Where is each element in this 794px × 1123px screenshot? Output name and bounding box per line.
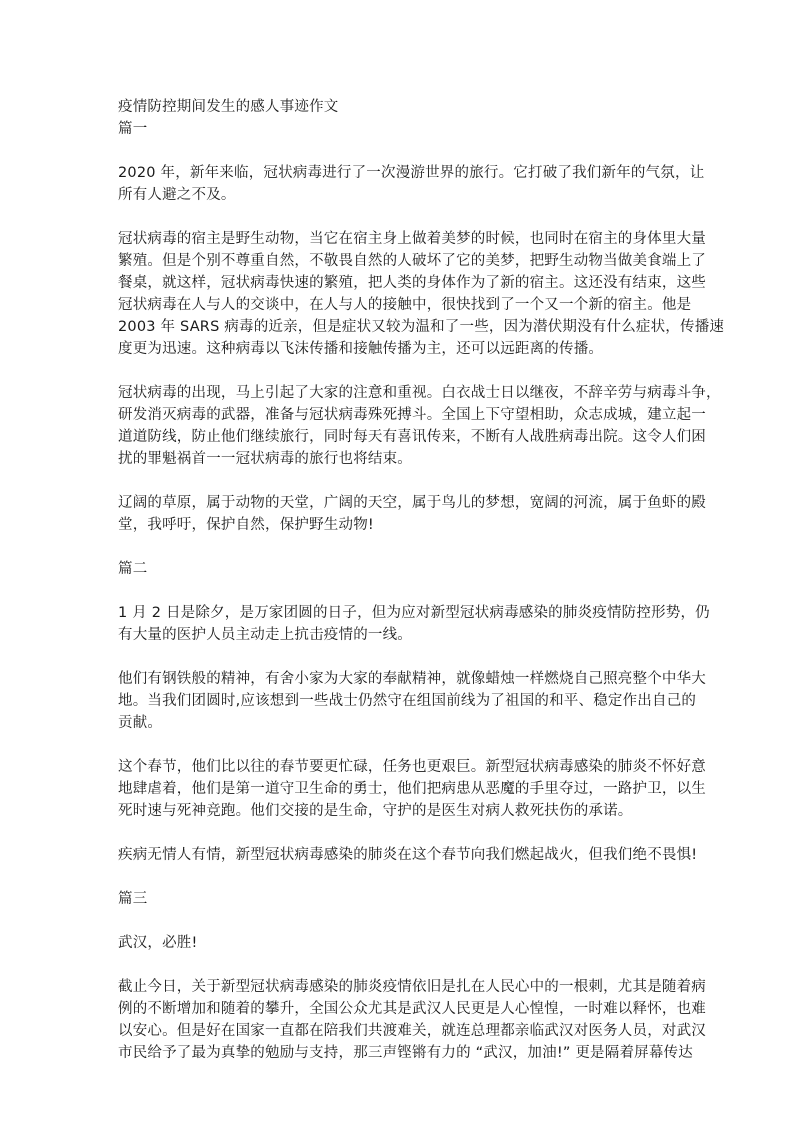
paragraph [118, 492, 706, 536]
section-heading-block [118, 558, 680, 580]
document-header [118, 96, 680, 140]
paragraph [118, 932, 680, 954]
section-heading-3: 篇三 [118, 891, 148, 907]
paragraph [118, 844, 698, 866]
paragraph [118, 976, 706, 1064]
paragraph-line: 贡献。 [118, 715, 163, 731]
paragraph-line: 冠状病毒的宿主是野生动物，当它在宿主身上做着美梦的时候，也同时在宿主的身体里大量 [118, 231, 706, 247]
paragraph-line: 扰的罪魁祸首一一冠状病毒的旅行也将结束。 [118, 451, 412, 467]
paragraph-line: 有大量的医护人员主动走上抗击疫情的一线。 [118, 627, 412, 643]
paragraph-line: 辽阔的草原，属于动物的天堂，广阔的天空，属于鸟儿的梦想，宽阔的河流，属于鱼虾的殿 [118, 495, 706, 511]
paragraph-line: 研发消灭病毒的武器，准备与冠状病毒殊死搏斗。全国上下守望相助，众志成城，建立起一 [118, 407, 706, 423]
paragraph-line: 所有人避之不及。 [118, 187, 236, 203]
paragraph-line: 疾病无情人有情，新型冠状病毒感染的肺炎在这个春节向我们燃起战火，但我们绝不畏惧! [118, 847, 698, 863]
paragraph-line: 繁殖。但是个别不尊重自然，不敬畏自然的人破坏了它的美梦，把野生动物当做美食端上了 [118, 253, 706, 269]
paragraph-line: 市民给予了最为真挚的勉励与支持，那三声铿锵有力的 “武汉，加油!” 更是隔着屏幕传达 [118, 1045, 693, 1061]
paragraph-line: 例的不断增加和随着的攀升，全国公众尤其是武汉人民更是人心惶惶，一时难以释怀，也难 [118, 1001, 706, 1017]
paragraph-line: 2003 年 SARS 病毒的近亲，但是症状又较为温和了一些，因为潜伏期没有什么症状，传播速 [118, 319, 725, 335]
section-heading-block [118, 888, 680, 910]
document-title: 疫情防控期间发生的感人事迹作文 [118, 99, 339, 115]
paragraph-line: 这个春节，他们比以往的春节要更忙碌，任务也更艰巨。新型冠状病毒感染的肺炎不怀好意 [118, 759, 706, 775]
paragraph [118, 756, 706, 822]
document-page [118, 96, 725, 1086]
paragraph-line: 2020 年，新年来临，冠状病毒进行了一次漫游世界的旅行。它打破了我们新年的气氛，让 [118, 165, 705, 181]
paragraph [118, 228, 725, 360]
paragraph-line: 堂，我呼吁，保护自然，保护野生动物! [118, 517, 374, 533]
paragraph [118, 382, 721, 470]
paragraph-line: 死时速与死神竞跑。他们交接的是生命，守护的是医生对病人救死扶伤的承诺。 [118, 803, 633, 819]
paragraph-line: 地肆虐着，他们是第一道守卫生命的勇士，他们把病患从恶魔的手里夺过，一路护卫，以生 [118, 781, 706, 797]
paragraph [118, 162, 705, 206]
paragraph-line: 冠状病毒在人与人的交谈中，在人与人的接触中，很快找到了一个又一个新的宿主。他是 [118, 297, 692, 313]
paragraph-line: 地。当我们团圆时,应该想到一些战士仍然守在组国前线为了祖国的和平、稳定作出自己的 [118, 693, 697, 709]
section-heading-2: 篇二 [118, 561, 148, 577]
paragraph-line: 冠状病毒的出现，马上引起了大家的注意和重视。白衣战士日以继夜，不辞辛劳与病毒斗争， [118, 385, 721, 401]
paragraph-line: 武汉，必胜! [118, 935, 198, 951]
paragraph-line: 1 月 2 日是除夕，是万家团圆的日子，但为应对新型冠状病毒感染的肺炎疫情防控形势，仍 [118, 605, 710, 621]
paragraph [118, 668, 706, 734]
paragraph-line: 截止今日，关于新型冠状病毒感染的肺炎疫情依旧是扎在人民心中的一根刺，尤其是随着病 [118, 979, 706, 995]
paragraph-line: 他们有钢铁般的精神，有舍小家为大家的奉献精神，就像蜡烛一样燃烧自己照亮整个中华大 [118, 671, 706, 687]
paragraph-line: 餐桌，就这样，冠状病毒快速的繁殖，把人类的身体作为了新的宿主。这还没有结束，这些 [118, 275, 706, 291]
section-heading-1: 篇一 [118, 121, 148, 137]
paragraph-line: 道道防线，防止他们继续旅行，同时每天有喜讯传来，不断有人战胜病毒出院。这令人们困 [118, 429, 706, 445]
paragraph-line: 以安心。但是好在国家一直都在陪我们共渡难关，就连总理都亲临武汉对医务人员，对武汉 [118, 1023, 706, 1039]
paragraph [118, 602, 710, 646]
paragraph-line: 度更为迅速。这种病毒以飞沫传播和接触传播为主，还可以远距离的传播。 [118, 341, 604, 357]
